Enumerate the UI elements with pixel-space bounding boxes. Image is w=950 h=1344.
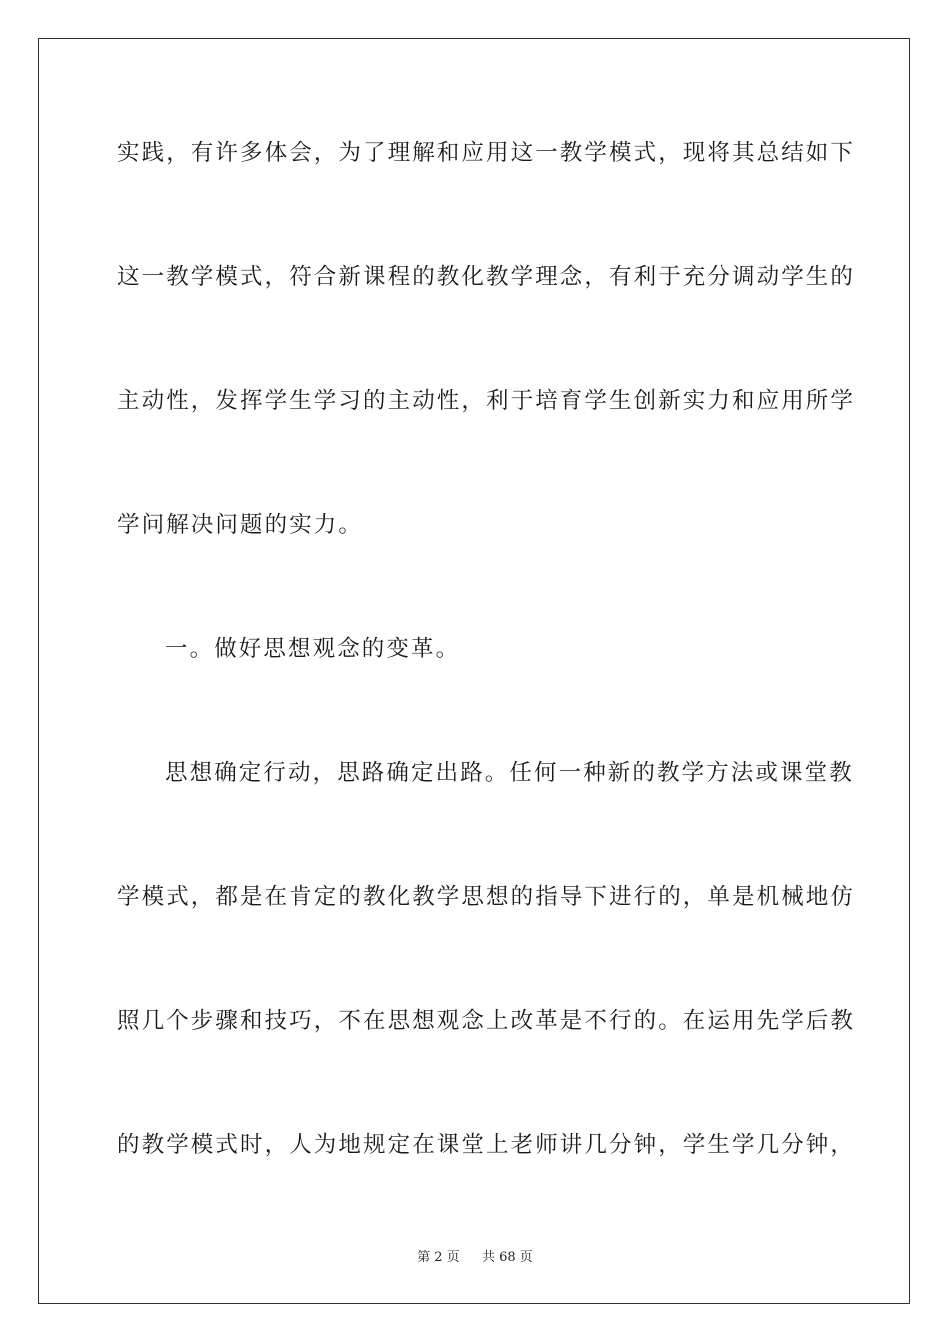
body-text-line: 思想确定行动，思路确定出路。任何一种新的教学方法或课堂教	[165, 760, 854, 786]
page-number: 第 2 页	[417, 1250, 460, 1265]
body-text-line: 这一教学模式，符合新课程的教化教学理念，有利于充分调动学生的	[117, 264, 856, 290]
body-text-line: 的教学模式时，人为地规定在课堂上老师讲几分钟，学生学几分钟，	[117, 1132, 856, 1158]
body-text-line: 学模式，都是在肯定的教化教学思想的指导下进行的，单是机械地仿	[117, 884, 856, 910]
body-text-line: 主动性，发挥学生学习的主动性，利于培育学生创新实力和应用所学	[117, 388, 856, 414]
body-text-line: 学问解决问题的实力。	[117, 512, 364, 538]
page-footer	[0, 1246, 950, 1265]
total-pages: 共 68 页	[482, 1250, 533, 1265]
body-text-line: 照几个步骤和技巧，不在思想观念上改革是不行的。在运用先学后教	[117, 1008, 856, 1034]
section-heading: 一。做好思想观念的变革。	[165, 636, 461, 662]
body-text-line: 实践，有许多体会，为了理解和应用这一教学模式，现将其总结如下	[117, 140, 856, 166]
page-border	[38, 38, 910, 1304]
